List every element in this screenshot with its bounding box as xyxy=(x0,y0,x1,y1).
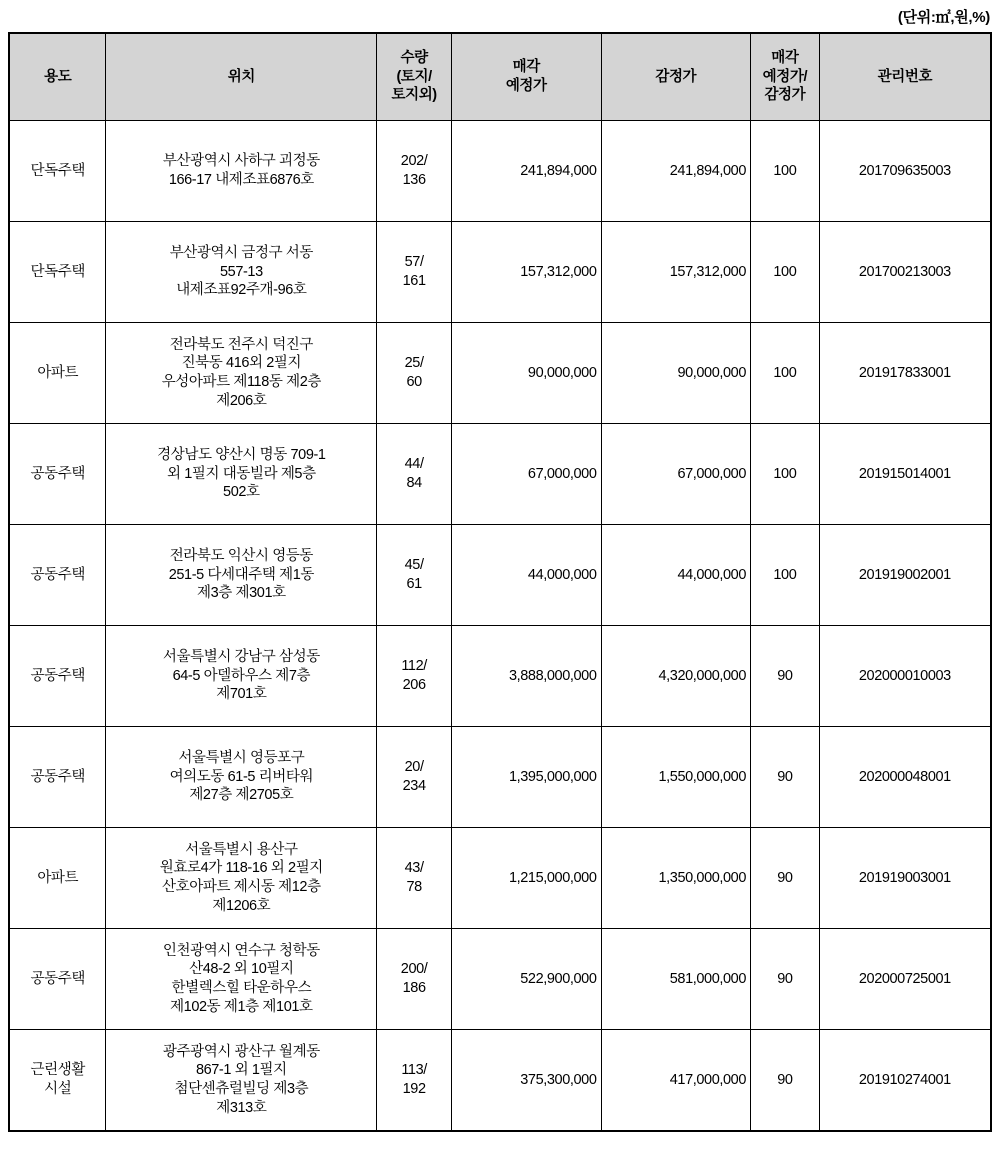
cell-use xyxy=(9,424,106,525)
cell-location-line: 경상남도 양산시 명동 709-1 xyxy=(157,447,326,464)
cell-management-number: 202000048001 xyxy=(819,727,991,828)
cell-ratio: 90 xyxy=(751,929,820,1030)
table-row xyxy=(9,121,991,222)
cell-ratio: 100 xyxy=(751,222,820,323)
cell-location-line: 산48-2 외 10필지 xyxy=(189,961,294,978)
column-header-location: 위치 xyxy=(106,33,377,121)
cell-ratio: 90 xyxy=(751,828,820,929)
cell-sale-price: 241,894,000 xyxy=(451,121,601,222)
cell-use-line: 단독주택 xyxy=(30,162,85,179)
cell-location-line: 제206호 xyxy=(216,392,267,409)
cell-location xyxy=(106,626,377,727)
cell-management-number: 201919002001 xyxy=(819,525,991,626)
cell-use xyxy=(9,222,106,323)
column-header-ratio-line-2: 예정가/ xyxy=(762,68,808,85)
cell-appraisal-price: 44,000,000 xyxy=(601,525,751,626)
table-row xyxy=(9,525,991,626)
table-row xyxy=(9,727,991,828)
cell-location-line: 제1206호 xyxy=(212,897,271,914)
cell-management-number: 201709635003 xyxy=(819,121,991,222)
cell-location-line: 서울특별시 영등포구 xyxy=(178,750,305,767)
cell-management-number: 201919003001 xyxy=(819,828,991,929)
column-header-sale-price-line-1: 매각 xyxy=(512,59,540,76)
cell-location-line: 제313호 xyxy=(216,1099,267,1116)
cell-ratio: 100 xyxy=(751,424,820,525)
cell-quantity-line: 161 xyxy=(402,273,426,289)
cell-use xyxy=(9,828,106,929)
cell-quantity xyxy=(377,222,452,323)
cell-sale-price: 67,000,000 xyxy=(451,424,601,525)
cell-use-line: 시설 xyxy=(44,1081,72,1097)
cell-location-line: 우성아파트 제118동 제2층 xyxy=(161,374,322,390)
column-header-ratio-line-3: 감정가 xyxy=(764,87,806,104)
cell-location xyxy=(106,323,377,424)
cell-management-number: 202000725001 xyxy=(819,929,991,1030)
cell-use-line: 아파트 xyxy=(37,364,79,381)
cell-appraisal-price: 90,000,000 xyxy=(601,323,751,424)
column-header-quantity xyxy=(377,33,452,121)
cell-quantity-line: 136 xyxy=(402,172,426,188)
cell-sale-price: 157,312,000 xyxy=(451,222,601,323)
cell-appraisal-price: 417,000,000 xyxy=(601,1030,751,1132)
cell-use xyxy=(9,929,106,1030)
cell-use xyxy=(9,727,106,828)
cell-quantity-line: 57/ xyxy=(404,254,424,271)
cell-quantity xyxy=(377,1030,452,1132)
cell-quantity xyxy=(377,424,452,525)
cell-sale-price: 1,395,000,000 xyxy=(451,727,601,828)
cell-location-line: 502호 xyxy=(223,484,260,501)
column-header-sale-price xyxy=(451,33,601,121)
cell-location-line: 부산광역시 사하구 괴정동 xyxy=(162,153,320,170)
cell-quantity-line: 186 xyxy=(402,980,426,996)
cell-use-line: 공동주택 xyxy=(30,667,85,684)
cell-quantity xyxy=(377,929,452,1030)
cell-ratio: 90 xyxy=(751,1030,820,1132)
cell-use-line: 공동주택 xyxy=(30,566,85,583)
cell-location-line: 64-5 아델하우스 제7층 xyxy=(172,667,311,684)
cell-location xyxy=(106,828,377,929)
cell-location-line: 한별렉스힐 타운하우스 xyxy=(171,980,312,996)
cell-location-line: 서울특별시 강남구 삼성동 xyxy=(162,649,320,666)
table-row xyxy=(9,828,991,929)
column-header-sale-price-line-2: 예정가 xyxy=(505,78,547,94)
cell-use-line: 근린생활 xyxy=(30,1062,85,1079)
cell-appraisal-price: 1,350,000,000 xyxy=(601,828,751,929)
cell-sale-price: 3,888,000,000 xyxy=(451,626,601,727)
cell-location-line: 제3층 제301호 xyxy=(197,585,286,602)
unit-note: (단위:㎡,원,%) xyxy=(897,9,990,26)
auction-listing-table xyxy=(8,32,992,1132)
cell-location-line: 전라북도 전주시 덕진구 xyxy=(169,336,314,353)
cell-location-line: 557-13 xyxy=(219,263,263,280)
cell-sale-price: 375,300,000 xyxy=(451,1030,601,1132)
cell-appraisal-price: 241,894,000 xyxy=(601,121,751,222)
cell-sale-price: 522,900,000 xyxy=(451,929,601,1030)
table-row xyxy=(9,1030,991,1132)
cell-quantity-line: 43/ xyxy=(404,860,424,877)
cell-location-line: 진북동 416외 2필지 xyxy=(181,355,302,372)
cell-location xyxy=(106,121,377,222)
cell-sale-price: 90,000,000 xyxy=(451,323,601,424)
column-header-ratio xyxy=(751,33,820,121)
cell-location-line: 166-17 내제조표6876호 xyxy=(168,172,314,188)
table-row xyxy=(9,323,991,424)
cell-location xyxy=(106,525,377,626)
cell-quantity xyxy=(377,121,452,222)
cell-use xyxy=(9,323,106,424)
cell-quantity xyxy=(377,727,452,828)
cell-quantity-line: 20/ xyxy=(404,759,424,776)
cell-location-line: 내제조표92주개-96호 xyxy=(176,282,307,299)
cell-use xyxy=(9,626,106,727)
cell-use-line: 공동주택 xyxy=(30,465,85,482)
cell-use-line: 아파트 xyxy=(37,869,79,886)
cell-use-line: 공동주택 xyxy=(30,768,85,785)
column-header-appraisal: 감정가 xyxy=(601,33,751,121)
cell-sale-price: 1,215,000,000 xyxy=(451,828,601,929)
cell-location-line: 제27층 제2705호 xyxy=(189,787,294,804)
cell-quantity-line: 84 xyxy=(406,475,422,491)
cell-location xyxy=(106,222,377,323)
cell-quantity-line: 78 xyxy=(406,879,422,895)
cell-location-line: 산호아파트 제시동 제12층 xyxy=(162,879,321,895)
cell-location-line: 전라북도 익산시 영등동 xyxy=(169,548,314,565)
cell-ratio: 100 xyxy=(751,323,820,424)
cell-management-number: 201910274001 xyxy=(819,1030,991,1132)
column-header-use: 용도 xyxy=(9,33,106,121)
cell-quantity xyxy=(377,828,452,929)
table-row xyxy=(9,626,991,727)
cell-location-line: 첨단센츄럴빌딩 제3층 xyxy=(174,1081,309,1097)
cell-quantity-line: 192 xyxy=(402,1081,426,1097)
column-header-ratio-line-1: 매각 xyxy=(771,50,799,67)
cell-management-number: 202000010003 xyxy=(819,626,991,727)
cell-location-line: 제701호 xyxy=(216,686,267,703)
cell-management-number: 201700213003 xyxy=(819,222,991,323)
cell-quantity-line: 206 xyxy=(402,677,426,693)
cell-location-line: 251-5 다세대주택 제1동 xyxy=(168,566,314,583)
table-header xyxy=(9,33,991,121)
cell-location xyxy=(106,929,377,1030)
cell-management-number: 201917833001 xyxy=(819,323,991,424)
table-row xyxy=(9,929,991,1030)
cell-quantity-line: 45/ xyxy=(404,557,424,574)
table-row xyxy=(9,222,991,323)
cell-ratio: 100 xyxy=(751,525,820,626)
cell-quantity-line: 202/ xyxy=(400,153,428,170)
cell-location-line: 원효로4가 118-16 외 2필지 xyxy=(159,860,323,877)
cell-ratio: 90 xyxy=(751,626,820,727)
cell-location xyxy=(106,727,377,828)
cell-location-line: 서울특별시 용산구 xyxy=(185,841,298,858)
cell-location-line: 광주광역시 광산구 월계동 xyxy=(162,1043,320,1060)
cell-location-line: 인천광역시 연수구 청학동 xyxy=(162,942,320,959)
cell-management-number: 201915014001 xyxy=(819,424,991,525)
cell-quantity-line: 234 xyxy=(402,778,426,794)
cell-appraisal-price: 1,550,000,000 xyxy=(601,727,751,828)
column-header-management-number: 관리번호 xyxy=(819,33,991,121)
cell-use xyxy=(9,1030,106,1132)
cell-location xyxy=(106,1030,377,1132)
cell-use xyxy=(9,121,106,222)
cell-quantity-line: 113/ xyxy=(401,1062,427,1079)
cell-use-line: 단독주택 xyxy=(30,263,85,280)
cell-quantity-line: 200/ xyxy=(400,961,428,978)
cell-location-line: 제102동 제1층 제101호 xyxy=(170,998,313,1015)
cell-location-line: 867-1 외 1필지 xyxy=(195,1062,287,1079)
cell-sale-price: 44,000,000 xyxy=(451,525,601,626)
cell-appraisal-price: 67,000,000 xyxy=(601,424,751,525)
cell-ratio: 100 xyxy=(751,121,820,222)
cell-quantity-line: 112/ xyxy=(401,658,427,675)
cell-quantity xyxy=(377,323,452,424)
cell-location-line: 외 1필지 대동빌라 제5층 xyxy=(167,465,316,482)
cell-location-line: 여의도동 61-5 리버타워 xyxy=(169,768,314,785)
cell-quantity-line: 60 xyxy=(406,374,422,390)
table-row xyxy=(9,424,991,525)
cell-appraisal-price: 581,000,000 xyxy=(601,929,751,1030)
cell-quantity-line: 61 xyxy=(406,576,422,592)
column-header-quantity-line-1: 수량 xyxy=(400,50,428,67)
cell-location xyxy=(106,424,377,525)
cell-ratio: 90 xyxy=(751,727,820,828)
cell-quantity xyxy=(377,626,452,727)
cell-use xyxy=(9,525,106,626)
cell-appraisal-price: 4,320,000,000 xyxy=(601,626,751,727)
cell-quantity xyxy=(377,525,452,626)
header-row xyxy=(9,33,991,121)
cell-quantity-line: 25/ xyxy=(404,355,424,372)
table-body xyxy=(9,121,991,1132)
cell-location-line: 부산광역시 금정구 서동 xyxy=(169,245,314,262)
cell-use-line: 공동주택 xyxy=(30,970,85,987)
column-header-quantity-line-3: 토지외) xyxy=(391,87,437,104)
cell-appraisal-price: 157,312,000 xyxy=(601,222,751,323)
cell-quantity-line: 44/ xyxy=(404,456,424,473)
column-header-quantity-line-2: (토지/ xyxy=(396,68,432,85)
